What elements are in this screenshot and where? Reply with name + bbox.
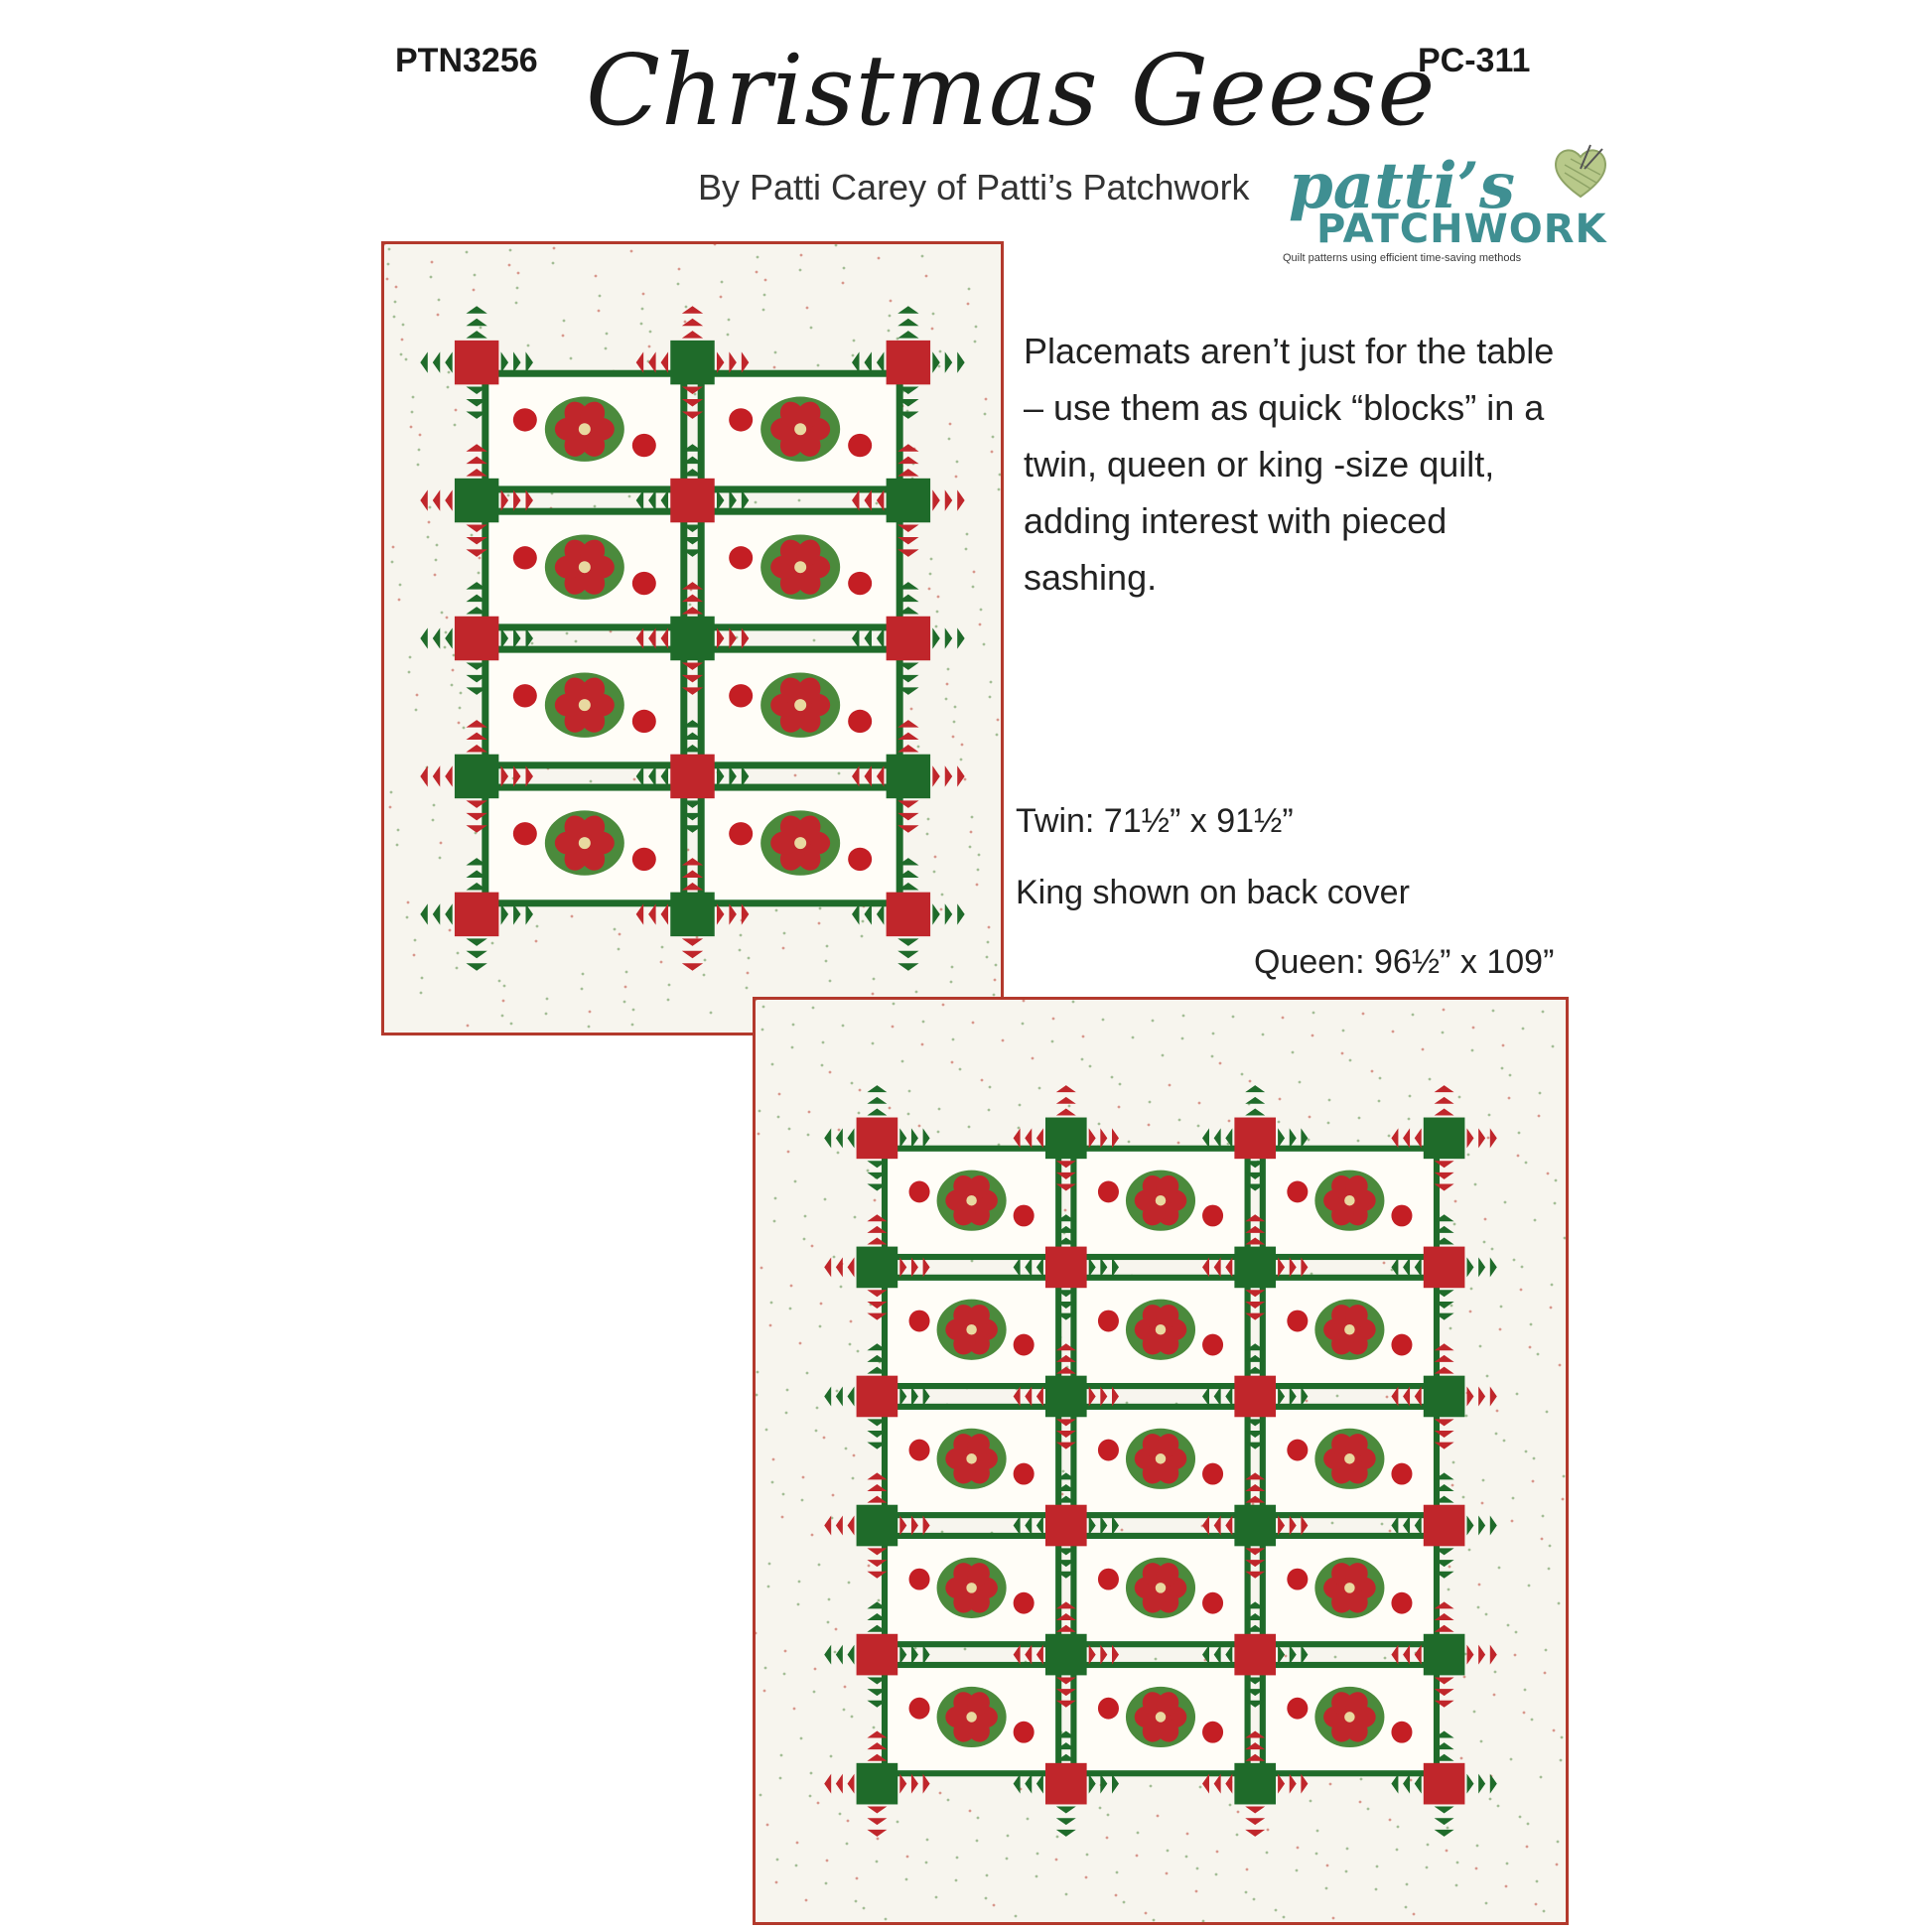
king-size-note: King shown on back cover	[1016, 874, 1410, 911]
placemat-block	[1263, 1149, 1437, 1257]
queen-quilt-drawing	[756, 1000, 1566, 1922]
placemat-block	[885, 1536, 1058, 1644]
product-code: PC-311	[1418, 42, 1531, 79]
pattern-code: PTN3256	[395, 42, 538, 79]
placemat-block	[485, 373, 684, 489]
placemat-block	[485, 649, 684, 765]
placemat-block	[701, 649, 899, 765]
placemat-block	[1073, 1149, 1247, 1257]
logo-tagline: Quilt patterns using efficient time-saving methods	[1283, 252, 1522, 264]
placemat-block	[885, 1407, 1058, 1515]
queen-quilt-image	[753, 997, 1569, 1925]
placemat-block	[701, 511, 899, 627]
byline: By Patti Carey of Patti’s Patchwork	[698, 167, 1250, 207]
placemat-block	[885, 1149, 1058, 1257]
description-text: Placemats aren’t just for the table – use them as quick “blocks” in a twin, queen or king -size quilt, adding interest with pieced sashing.	[1024, 331, 1555, 598]
heart-yarn-icon	[1551, 143, 1610, 203]
placemat-block	[1263, 1407, 1437, 1515]
page-title: Christmas Geese	[586, 35, 1437, 148]
placemat-block	[485, 787, 684, 903]
twin-quilt-drawing	[384, 244, 1001, 1033]
placemat-block	[1073, 1665, 1247, 1773]
placemat-block	[701, 373, 899, 489]
placemat-block	[1263, 1665, 1437, 1773]
logo-line-1: patti’s	[1289, 149, 1515, 223]
twin-quilt-image	[381, 241, 1004, 1035]
placemat-block	[1073, 1278, 1247, 1386]
placemat-block	[1263, 1536, 1437, 1644]
logo-line-2: PATCHWORK	[1316, 207, 1607, 252]
placemat-block	[1073, 1407, 1247, 1515]
placemat-block	[485, 511, 684, 627]
placemat-block	[885, 1278, 1058, 1386]
placemat-block	[885, 1665, 1058, 1773]
placemat-block	[1263, 1278, 1437, 1386]
queen-size-label: Queen: 96½” x 109”	[1254, 943, 1555, 981]
brand-logo	[1283, 149, 1610, 268]
placemat-block	[701, 787, 899, 903]
placemat-block	[1073, 1536, 1247, 1644]
twin-size-label: Twin: 71½” x 91½”	[1016, 802, 1294, 840]
